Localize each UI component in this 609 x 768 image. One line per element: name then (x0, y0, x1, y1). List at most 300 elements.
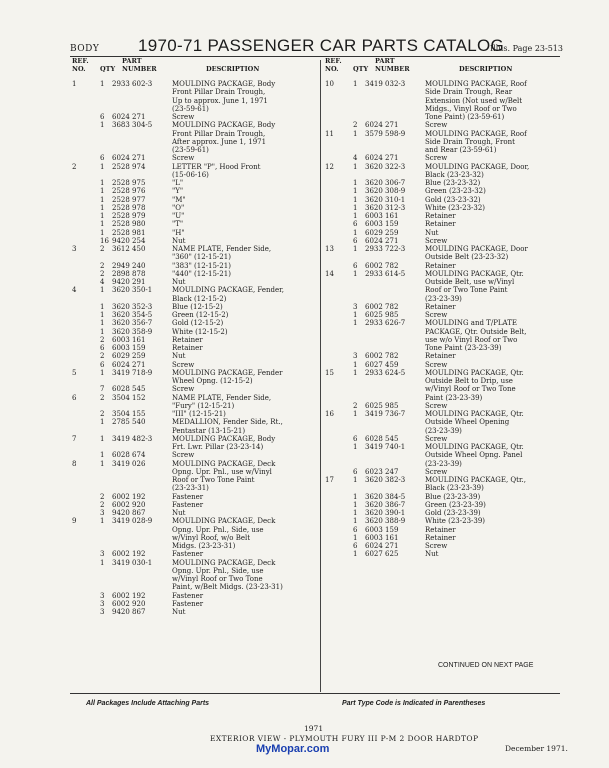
description-cell: "360" (12-15-21) (172, 253, 231, 262)
description-cell: Retainer (425, 525, 456, 534)
part-number-cell: 2528 981 (112, 228, 146, 237)
table-row (323, 410, 568, 418)
qty-cell: 1 (353, 179, 358, 187)
table-row (323, 336, 568, 344)
part-number-cell: 2933 722-3 (365, 245, 406, 253)
description-cell: MOULDING PACKAGE, Qtr., (425, 476, 526, 484)
qty-cell: 1 (353, 517, 358, 526)
table-row (323, 253, 568, 261)
part-number-cell: 3620 382-3 (365, 476, 406, 484)
part-number-cell: 6003 161 (365, 533, 399, 542)
part-number-cell: 6023 247 (365, 467, 399, 476)
ref-no-cell: 1 (72, 80, 77, 88)
part-number-cell: 9420 254 (112, 236, 146, 245)
table-row (70, 319, 315, 327)
table-row (323, 526, 568, 534)
description-cell: Nut (425, 228, 439, 237)
description-cell: Screw (172, 360, 195, 369)
part-number-cell: 9420 867 (112, 509, 146, 517)
qty-cell: 6 (353, 236, 358, 245)
table-row (70, 559, 315, 567)
description-cell: MOULDING PACKAGE, Roof (425, 129, 527, 138)
table-row (70, 88, 315, 96)
qty-cell: 1 (100, 327, 105, 336)
description-cell: Fastener (172, 591, 204, 600)
description-cell: Paint (23-23-39) (425, 393, 483, 402)
table-row (70, 352, 315, 360)
table-row (70, 534, 315, 542)
part-number-cell: 6024 271 (112, 360, 146, 369)
table-row (70, 204, 315, 212)
description-cell: Retainer (172, 344, 203, 352)
part-number-cell: 6002 920 (112, 500, 146, 509)
table-row (323, 451, 568, 459)
table-row (323, 517, 568, 525)
part-number-cell: 3683 304-5 (112, 121, 153, 130)
table-row (323, 262, 568, 270)
description-cell: MOULDING and T/PLATE (425, 319, 517, 328)
illustration-caption: EXTERIOR VIEW - PLYMOUTH FURY III P-M 2 DOOR HARDTOP (210, 734, 479, 743)
part-number-cell: 3612 450 (112, 245, 146, 253)
description-cell: Screw (425, 542, 448, 550)
model-year: 1971 (304, 724, 324, 733)
description-cell: Retainer (425, 302, 456, 311)
qty-cell: 1 (353, 476, 358, 484)
qty-cell: 1 (100, 418, 105, 427)
qty-cell: 2 (100, 269, 105, 278)
part-number-cell: 2898 878 (112, 269, 146, 278)
description-cell: MEDALLION, Fender Side, Rt., (172, 418, 283, 427)
part-number-header: PART NUMBER (375, 57, 410, 73)
table-row (70, 303, 315, 311)
description-cell: Nut (172, 509, 186, 517)
qty-cell: 1 (353, 195, 358, 204)
qty-cell: 1 (100, 434, 105, 443)
table-row (323, 80, 568, 88)
parts-column-right (323, 58, 568, 559)
table-row (323, 187, 568, 195)
qty-cell: 1 (353, 410, 358, 418)
part-number-cell: 2528 978 (112, 203, 146, 212)
description-cell: Screw (425, 360, 448, 369)
qty-cell: 6 (353, 220, 358, 229)
description-cell: Screw (425, 401, 448, 410)
qty-cell: 2 (100, 393, 105, 402)
qty-cell: 1 (353, 550, 358, 559)
part-number-cell: 3620 352-3 (112, 302, 153, 311)
table-row (70, 418, 315, 426)
table-row (70, 295, 315, 303)
table-row (323, 154, 568, 162)
description-cell: Side Drain Trough, Rear (425, 88, 513, 97)
description-cell: Retainer (425, 220, 456, 229)
part-number-cell: 6003 161 (112, 335, 146, 344)
qty-cell: 1 (100, 558, 105, 567)
table-row (70, 229, 315, 237)
description-cell: Wheel Opng. (12-15-2) (172, 377, 253, 385)
description-cell: NAME PLATE, Fender Side, (172, 245, 272, 253)
description-cell: Paint, w/Belt Midgs. (23-23-31) (172, 583, 283, 592)
description-cell: "H" (172, 228, 185, 237)
description-header: DESCRIPTION (206, 65, 260, 73)
table-row (323, 286, 568, 294)
qty-cell: 3 (353, 352, 358, 361)
table-row (323, 237, 568, 245)
part-number-cell: 2785 540 (112, 418, 146, 427)
table-row (323, 220, 568, 228)
description-cell: Fastener (172, 500, 204, 509)
description-cell: Fastener (172, 550, 204, 559)
description-cell: "III" (12-15-21) (172, 410, 226, 418)
table-row (70, 583, 315, 591)
parts-list-left (70, 80, 315, 616)
qty-cell: 3 (353, 302, 358, 311)
part-number-cell: 2528 977 (112, 195, 146, 204)
table-row (323, 88, 568, 96)
table-row (70, 443, 315, 451)
qty-cell: 6 (353, 542, 358, 550)
part-number-cell: 6002 192 (112, 591, 146, 600)
table-row (70, 501, 315, 509)
qty-header: QTY (100, 65, 116, 73)
qty-cell: 1 (353, 368, 358, 377)
table-row (323, 196, 568, 204)
part-number-cell: 6024 271 (365, 542, 399, 550)
description-cell: Fastener (172, 599, 204, 608)
description-cell: Retainer (425, 212, 456, 220)
qty-cell: 6 (353, 434, 358, 443)
table-row (70, 435, 315, 443)
qty-header: QTY (353, 65, 369, 73)
ref-no-cell: 11 (325, 129, 334, 138)
table-row (323, 385, 568, 393)
description-cell: Nut (172, 608, 186, 616)
part-number-cell: 6025 985 (365, 311, 399, 319)
qty-cell: 1 (100, 80, 105, 88)
part-number-cell: 6003 159 (112, 344, 146, 352)
description-cell: Screw (172, 113, 195, 121)
part-number-cell: 3620 390-1 (365, 509, 406, 517)
description-cell: MOULDING PACKAGE, Door, (425, 162, 530, 171)
table-row (70, 344, 315, 352)
part-number-cell: 2933 626-7 (365, 319, 406, 328)
table-row (70, 509, 315, 517)
part-number-cell: 2528 975 (112, 179, 146, 187)
qty-cell: 1 (353, 492, 358, 501)
part-number-cell: 3620 308-9 (365, 187, 406, 196)
description-cell: Screw (425, 236, 448, 245)
table-row (70, 394, 315, 402)
footnote-type-code: Part Type Code is Indicated in Parentheses (342, 700, 486, 707)
page-title: 1970-71 PASSENGER CAR PARTS CATALOG (138, 36, 505, 55)
part-number-cell: 3579 598-9 (365, 129, 406, 138)
table-row (323, 509, 568, 517)
description-cell: White (23-23-39) (425, 517, 486, 526)
table-row (70, 526, 315, 534)
description-cell: Outside Belt, use w/Vinyl (425, 278, 515, 286)
part-number-cell: 3620 356-7 (112, 319, 153, 328)
column-header (323, 58, 568, 80)
qty-cell: 1 (353, 228, 358, 237)
qty-cell: 2 (100, 245, 105, 253)
qty-cell: 2 (100, 335, 105, 344)
table-row (70, 311, 315, 319)
qty-cell: 1 (353, 203, 358, 212)
table-row (323, 146, 568, 154)
parts-list-right (323, 80, 568, 559)
qty-cell: 1 (100, 162, 105, 171)
part-number-cell: 3620 388-9 (365, 517, 406, 526)
description-cell: Screw (172, 451, 195, 460)
column-divider (320, 60, 321, 692)
ref-no-cell: 15 (325, 368, 334, 377)
part-number-cell: 6024 271 (365, 154, 399, 163)
description-cell: Retainer (425, 352, 456, 361)
table-row (70, 97, 315, 105)
part-number-cell: 3419 032-3 (365, 80, 406, 88)
description-cell: Gold (23-23-32) (425, 195, 481, 204)
table-row (323, 443, 568, 451)
description-cell: w/Vinyl Roof or Two Tone (425, 385, 516, 394)
qty-cell: 1 (100, 228, 105, 237)
description-cell: Blue (12-15-2) (172, 302, 223, 311)
ref-no-cell: 5 (72, 368, 77, 377)
part-number-cell: 6028 545 (112, 385, 146, 394)
part-number-cell: 6002 782 (365, 261, 399, 270)
description-cell: w/Vinyl Roof, w/o Belt (172, 533, 251, 542)
part-number-cell: 6024 271 (365, 236, 399, 245)
description-cell: use w/o Vinyl Roof or Two (425, 335, 518, 344)
table-row (323, 542, 568, 550)
description-cell: Pentastar (13-15-21) (172, 426, 246, 435)
description-cell: Nut (172, 278, 186, 286)
part-number-cell: 2933 624-5 (365, 368, 406, 377)
description-cell: "T" (172, 220, 184, 229)
qty-cell: 1 (353, 245, 358, 253)
qty-cell: 1 (353, 80, 358, 88)
description-cell: (23-23-39) (425, 459, 462, 468)
table-row (323, 311, 568, 319)
description-cell: Screw (425, 467, 448, 476)
description-cell: Opng. Upr. Pnl., Side, use (172, 566, 264, 575)
part-number-cell: 3620 310-1 (365, 195, 406, 204)
description-cell: Screw (425, 121, 448, 130)
table-row (70, 220, 315, 228)
description-cell: NAME PLATE, Fender Side, (172, 393, 272, 402)
description-cell: Fastener (172, 492, 204, 501)
part-number-cell: 2933 602-3 (112, 80, 153, 88)
qty-cell: 16 (100, 236, 109, 245)
description-cell: (23-23-39) (425, 426, 462, 435)
qty-cell: 1 (100, 302, 105, 311)
section-label: BODY (70, 44, 100, 54)
table-row (323, 130, 568, 138)
table-row (323, 460, 568, 468)
table-row (323, 369, 568, 377)
table-row (70, 138, 315, 146)
description-cell: Front Pillar Drain Trough, (172, 129, 266, 138)
part-number-cell: 6002 920 (112, 599, 146, 608)
table-row (70, 105, 315, 113)
qty-cell: 4 (100, 278, 105, 286)
ref-no-cell: 17 (325, 476, 334, 484)
table-row (323, 319, 568, 327)
description-cell: (23-23-39) (425, 294, 462, 303)
qty-cell: 1 (353, 187, 358, 196)
qty-cell: 1 (353, 212, 358, 220)
ref-no-cell: 12 (325, 162, 334, 171)
part-number-cell: 3620 322-3 (365, 162, 406, 171)
table-row (323, 229, 568, 237)
part-number-cell: 3620 358-9 (112, 327, 153, 336)
table-row (323, 484, 568, 492)
table-row (70, 154, 315, 162)
table-row (323, 163, 568, 171)
part-number-cell: 9420 867 (112, 608, 146, 616)
description-cell: "O" (172, 203, 185, 212)
table-row (70, 550, 315, 558)
qty-cell: 1 (100, 517, 105, 526)
part-number-cell: 6024 271 (112, 154, 146, 163)
table-row (70, 278, 315, 286)
qty-cell: 1 (100, 286, 105, 295)
column-header (70, 58, 315, 80)
description-cell: "Y" (172, 187, 184, 196)
table-row (70, 592, 315, 600)
description-cell: (23-23-31) (172, 484, 209, 493)
qty-cell: 2 (100, 410, 105, 418)
table-row (70, 163, 315, 171)
description-cell: Midgs., Vinyl Roof or Two (425, 104, 517, 113)
table-row (70, 377, 315, 385)
parts-column-left (70, 58, 315, 616)
description-cell: Retainer (172, 335, 203, 344)
part-number-cell: 2528 980 (112, 220, 146, 229)
part-number-cell: 3620 350-1 (112, 286, 153, 295)
table-row (70, 476, 315, 484)
description-cell: MOULDING PACKAGE, Roof (425, 80, 527, 88)
description-cell: MOULDING PACKAGE, Qtr. (425, 410, 524, 418)
qty-cell: 1 (353, 500, 358, 509)
table-row (70, 113, 315, 121)
table-row (323, 493, 568, 501)
table-row (323, 113, 568, 121)
qty-cell: 1 (100, 311, 105, 319)
description-cell: (23-59-61) (172, 146, 209, 154)
description-cell: Tone Paint (23-23-39) (425, 344, 502, 352)
ref-no-cell: 6 (72, 393, 77, 402)
table-row (323, 394, 568, 402)
description-cell: Retainer (425, 261, 456, 270)
part-number-cell: 6028 674 (112, 451, 146, 460)
part-number-cell: 3504 155 (112, 410, 146, 418)
table-row (323, 352, 568, 360)
qty-cell: 1 (353, 509, 358, 517)
description-cell: "383" (12-15-21) (172, 261, 231, 270)
table-row (323, 212, 568, 220)
description-cell: Green (12-15-2) (172, 311, 229, 319)
description-cell: MOULDING PACKAGE, Deck (172, 517, 276, 526)
description-cell: "L" (172, 179, 184, 187)
part-number-cell: 3620 386-7 (365, 500, 406, 509)
description-header: DESCRIPTION (459, 65, 513, 73)
description-cell: After approx. June 1, 1971 (172, 137, 267, 146)
table-row (70, 542, 315, 550)
description-cell: White (12-15-2) (172, 327, 228, 336)
ref-no-cell: 16 (325, 410, 334, 418)
part-number-cell: 6002 192 (112, 492, 146, 501)
part-number-cell: 6003 159 (365, 525, 399, 534)
qty-cell: 1 (100, 212, 105, 220)
part-number-cell: 6003 159 (365, 220, 399, 229)
table-row (70, 146, 315, 154)
qty-cell: 2 (100, 261, 105, 270)
table-row (323, 468, 568, 476)
table-row (323, 501, 568, 509)
description-cell: Nut (425, 550, 439, 559)
table-row (323, 534, 568, 542)
table-row (70, 262, 315, 270)
watermark-logo: MyMopar.com (256, 743, 330, 755)
description-cell: "Fury" (12-15-21) (172, 401, 235, 410)
table-row (70, 253, 315, 261)
part-number-cell: 6002 192 (112, 550, 146, 559)
qty-cell: 1 (100, 319, 105, 328)
description-cell: (15-06-16) (172, 170, 209, 179)
qty-cell: 1 (353, 443, 358, 451)
description-cell: Outside Belt (23-23-32) (425, 253, 509, 262)
part-number-cell: 6002 782 (365, 302, 399, 311)
qty-cell: 2 (100, 500, 105, 509)
qty-cell: 3 (100, 591, 105, 600)
description-cell: Gold (12-15-2) (172, 319, 224, 328)
part-number-cell: 6025 985 (365, 401, 399, 410)
description-cell: w/Vinyl Roof or Two Tone (172, 575, 263, 583)
table-row (323, 171, 568, 179)
part-number-cell: 2949 240 (112, 261, 146, 270)
table-row (70, 369, 315, 377)
qty-cell: 2 (100, 492, 105, 501)
table-row (70, 468, 315, 476)
part-number-cell: 3419 030-1 (112, 558, 153, 567)
table-row (70, 460, 315, 468)
part-number-cell: 2528 976 (112, 187, 146, 196)
description-cell: Green (23-23-32) (425, 187, 486, 196)
description-cell: Black (12-15-2) (172, 294, 227, 303)
table-row (70, 187, 315, 195)
continued-note: CONTINUED ON NEXT PAGE (438, 662, 534, 669)
table-row (323, 245, 568, 253)
qty-cell: 1 (100, 368, 105, 377)
ref-no-cell: 8 (72, 459, 77, 468)
part-number-header: PART NUMBER (122, 57, 157, 73)
qty-cell: 6 (353, 261, 358, 270)
table-row (70, 121, 315, 129)
description-cell: Up to approx. June 1, 1971 (172, 96, 268, 105)
part-number-cell: 3419 482-3 (112, 434, 153, 443)
qty-cell: 2 (100, 352, 105, 361)
table-row (70, 237, 315, 245)
table-row (70, 245, 315, 253)
qty-cell: 1 (100, 121, 105, 130)
qty-cell: 6 (100, 113, 105, 121)
table-row (70, 402, 315, 410)
qty-cell: 1 (100, 187, 105, 196)
table-row (323, 278, 568, 286)
table-row (70, 385, 315, 393)
description-cell: MOULDING PACKAGE, Fender, (172, 286, 284, 295)
table-row (70, 270, 315, 278)
